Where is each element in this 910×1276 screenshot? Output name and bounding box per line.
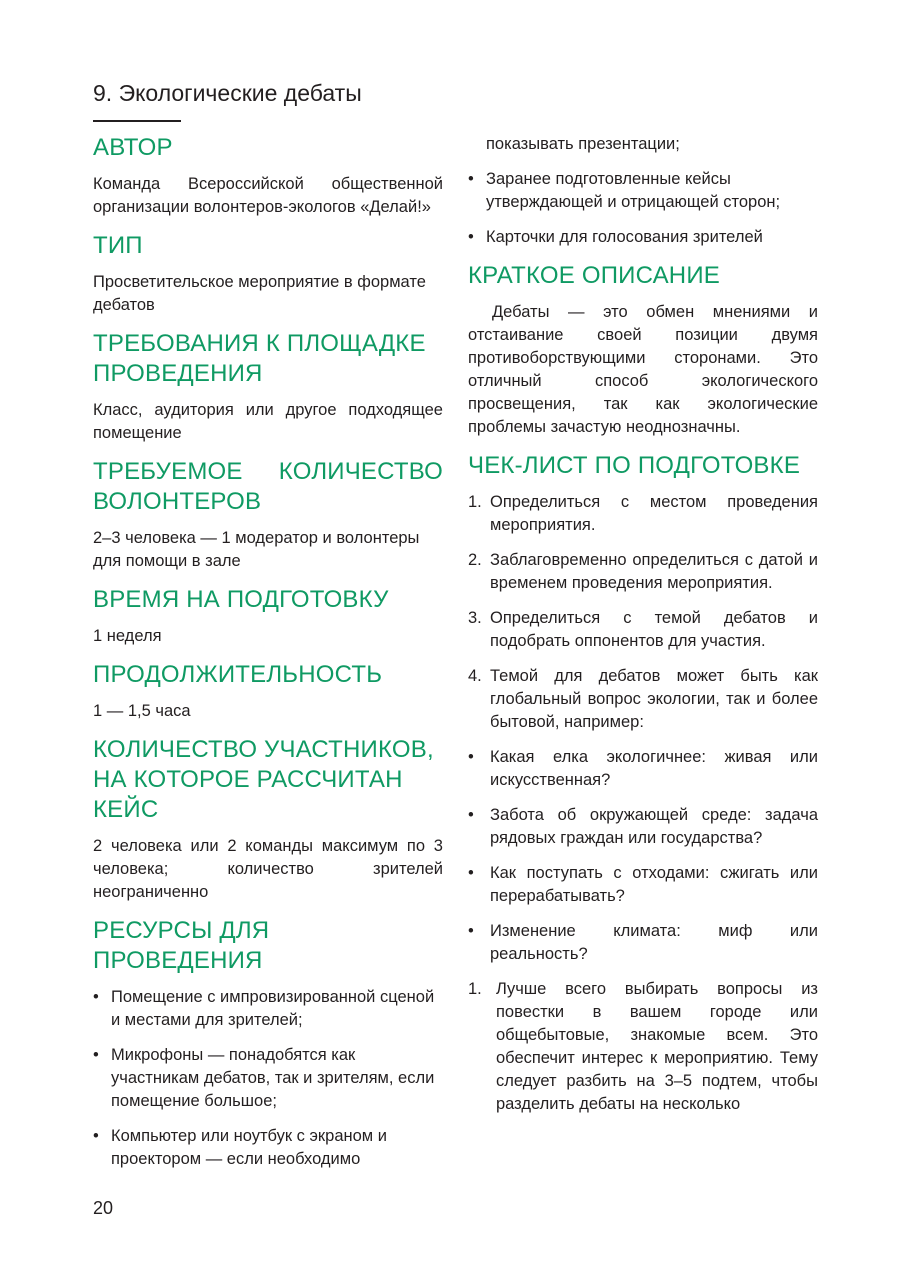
bullet-icon: • [468, 806, 474, 824]
list-item: • Как поступать с отходами: сжигать или перерабатывать? [468, 864, 818, 905]
chapter-rule [93, 120, 181, 122]
duration-heading: ПРОДОЛЖИТЕЛЬНОСТЬ [93, 661, 383, 688]
chapter-title: 9. Экологические дебаты [93, 80, 362, 106]
bullet-icon: • [468, 170, 474, 188]
summary-heading: КРАТКОЕ ОПИСАНИЕ [468, 262, 721, 289]
checklist-heading: ЧЕК-ЛИСТ ПО ПОДГОТОВКЕ [468, 452, 801, 479]
prep-time-heading: ВРЕМЯ НА ПОДГОТОВКУ [93, 586, 389, 613]
list-item: 1. Лучше всего выбирать вопросы из повестки в вашем городе или общебытовые, знакомые всем. Это обеспечит интерес к мероприятию. Тему следует разбить на 3–5 подтем, чтобы разделить дебаты на несколько [468, 980, 818, 1113]
bullet-icon: • [468, 922, 474, 940]
author-text: Команда Всероссийской общественной организации волонтеров-экологов «Делай!» [93, 175, 443, 216]
author-heading: АВТОР [93, 134, 173, 161]
participants-heading: КОЛИЧЕСТВО УЧАСТНИКОВ, НА КОТОРОЕ РАССЧИТАН КЕЙС [93, 736, 434, 823]
participants-text: 2 человека или 2 команды максимум по 3 человека; количество зрителей неограниченно [93, 837, 443, 901]
volunteers-heading: ТРЕБУЕМОЕ КОЛИЧЕСТВО ВОЛОНТЕРОВ [93, 458, 443, 515]
resources-heading: РЕСУРСЫ ДЛЯ ПРОВЕДЕНИЯ [93, 917, 270, 974]
resources-list [93, 986, 443, 1171]
checklist-steps [468, 491, 818, 734]
venue-heading: ТРЕБОВАНИЯ К ПЛОЩАДКЕ ПРОВЕДЕНИЯ [93, 330, 426, 387]
type-text: Просветительское мероприятие в формате дебатов [93, 273, 426, 314]
summary-text: Дебаты — это обмен мнениями и отстаивание своей позиции двумя противоборствующими сторонами. Это отличный способ экологического просвещения, так как экологические проблемы зачастую неоднозначны. [468, 303, 818, 436]
venue-text: Класс, аудитория или другое подходящее помещение [93, 401, 443, 442]
bullet-icon: • [468, 748, 474, 766]
bullet-icon: • [93, 988, 99, 1006]
page-number: 20 [93, 1198, 114, 1218]
bullet-icon: • [468, 228, 474, 246]
list-item: 2. Заблаговременно определиться с датой и временем проведения мероприятия. [468, 551, 818, 592]
list-item: • Забота об окружающей среде: задача рядовых граждан или государства? [468, 806, 818, 847]
list-item: • Карточки для голосования зрителей [468, 226, 818, 249]
bullet-icon: • [93, 1046, 99, 1064]
list-item: 4. Темой для дебатов может быть как глобальный вопрос экологии, так и более бытовой, например: [468, 667, 818, 731]
list-item: • Изменение климата: миф или реальность? [468, 922, 818, 963]
prep-time-text: 1 неделя [93, 627, 162, 645]
type-heading: ТИП [93, 232, 143, 259]
resources-list-continued [468, 168, 818, 249]
list-item: • Компьютер или ноутбук с экраном и проектором — если необходимо [93, 1127, 387, 1168]
list-item: • Заранее подготовленные кейсы утверждающей и отрицающей сторон; [468, 170, 781, 211]
list-item: • Помещение с импровизированной сценой и местами для зрителей; [93, 988, 435, 1029]
right-column [468, 133, 818, 1128]
left-column [93, 133, 443, 1183]
list-item: 1. Определиться с местом проведения мероприятия. [468, 493, 818, 534]
list-item: 3. Определиться с темой дебатов и подобрать оппонентов для участия. [468, 609, 818, 650]
bullet-icon: • [468, 864, 474, 882]
checklist-steps-continued [468, 978, 818, 1116]
bullet-icon: • [93, 1127, 99, 1145]
list-item: • Какая елка экологичнее: живая или искусственная? [468, 748, 818, 789]
list-item: • Микрофоны — понадобятся как участникам дебатов, так и зрителям, если помещение большое; [93, 1046, 435, 1110]
volunteers-text: 2–3 человека — 1 модератор и волонтеры для помощи в зале [93, 529, 420, 570]
duration-text: 1 — 1,5 часа [93, 702, 191, 720]
debate-topic-examples [468, 746, 818, 966]
resources-continuation: показывать презентации; [486, 135, 680, 153]
